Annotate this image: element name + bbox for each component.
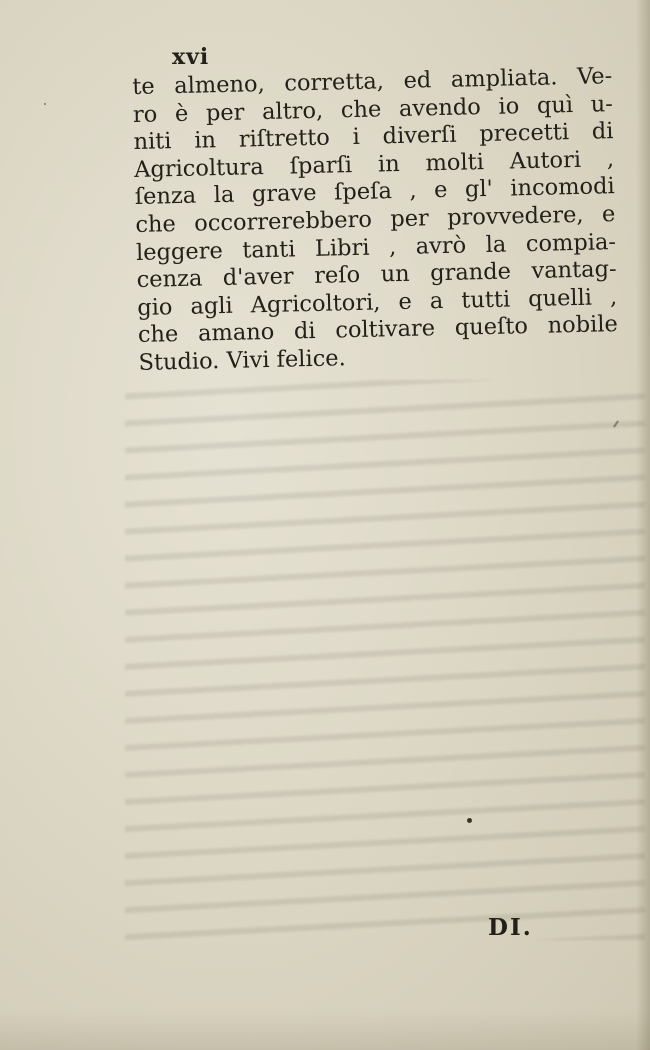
body-text [132, 63, 619, 377]
text-line: gio agli Agricoltori, e a tutti quelli , [137, 283, 618, 321]
ink-speck [44, 103, 46, 105]
text-line: che occorrerebbero per provvedere, e [135, 201, 616, 238]
text-line: ro è per altro, che avendo io quì u- [132, 90, 614, 128]
text-line: leggere tanti Libri , avrò la compia- [135, 228, 617, 266]
page-gutter-shadow [636, 0, 650, 1050]
page-bottom-shadow [0, 1010, 650, 1050]
text-line: che amano di coltivare queſto nobile [137, 311, 619, 349]
page-number: xvi [172, 44, 210, 70]
bleed-through-texture [125, 380, 645, 940]
text-line: te almeno, corretta, ed ampliata. Ve- [132, 63, 613, 100]
text-line: niti in riſtretto i diverſi precetti di [133, 118, 614, 156]
catchword: DI. [488, 914, 533, 941]
ink-speck [467, 818, 472, 823]
text-line: cenza d'aver reſo un grande vantag- [136, 256, 617, 294]
text-line: Agricoltura ſparſi in molti Autori , [133, 145, 615, 183]
text-line-last: Studio. Vivi felice. [138, 345, 347, 376]
text-line: ſenza la grave ſpeſa , e gl' incomodi [134, 173, 615, 211]
